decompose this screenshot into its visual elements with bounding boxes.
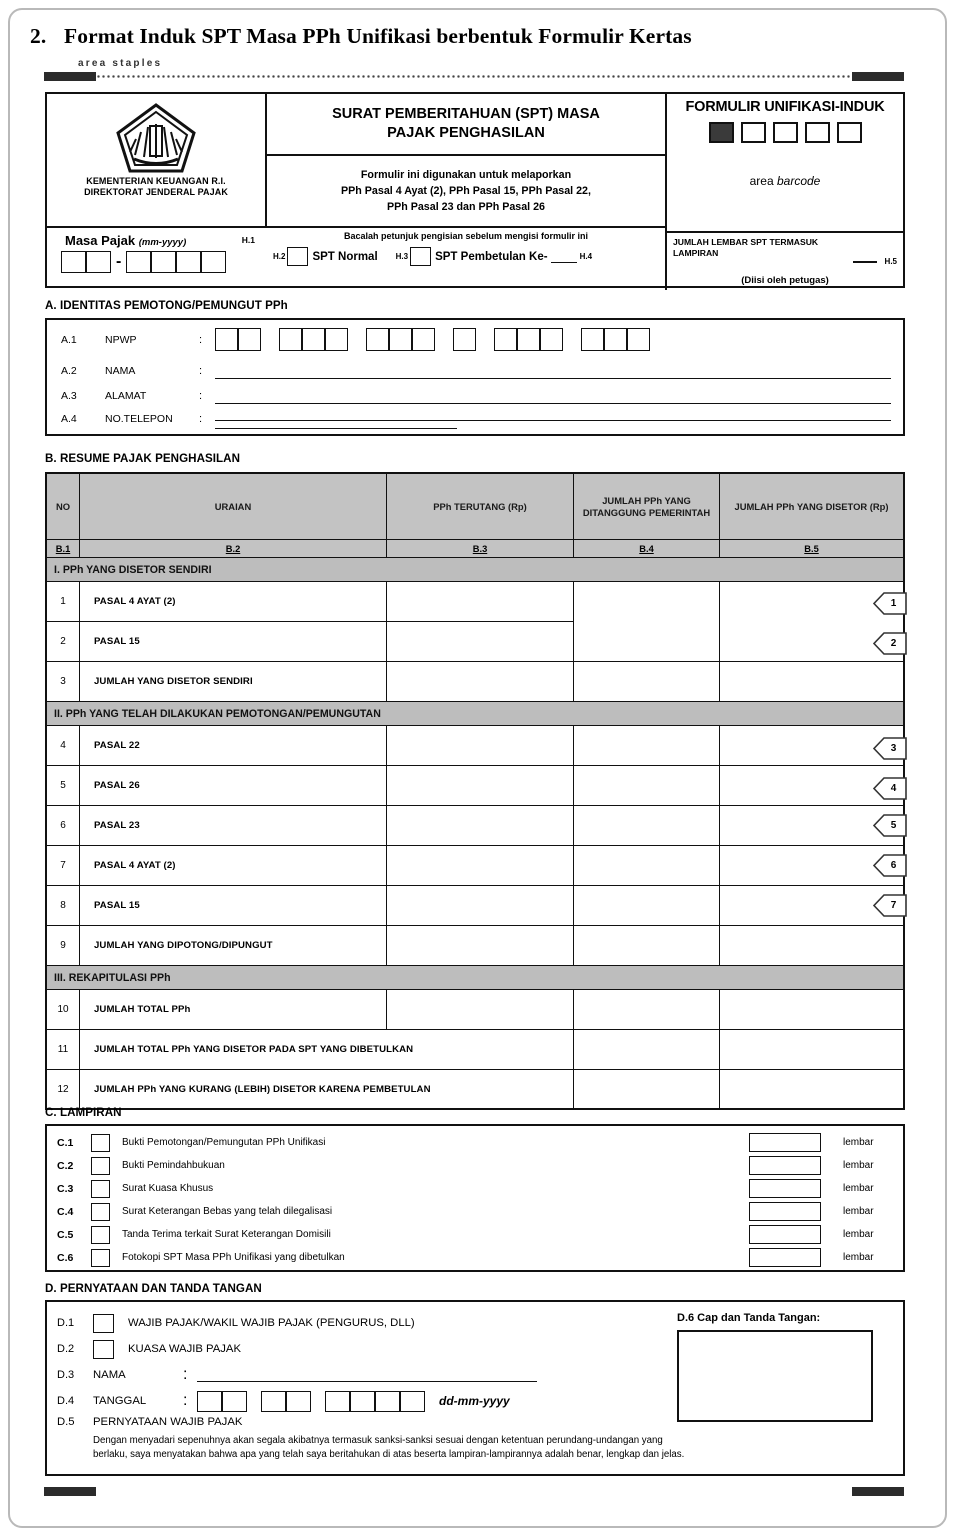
callout-marker <box>872 737 908 760</box>
date-month-cell[interactable] <box>286 1391 311 1412</box>
row-no: 3 <box>47 662 80 702</box>
npwp-cell[interactable] <box>604 328 627 351</box>
npwp-group-3[interactable] <box>366 328 435 351</box>
signer-wp-checkbox[interactable] <box>93 1314 114 1333</box>
attachment-row <box>47 1131 903 1154</box>
attachment-count-input[interactable] <box>749 1202 821 1221</box>
npwp-cell[interactable] <box>279 328 302 351</box>
barcode-area-prefix: area <box>749 174 777 188</box>
column-code-b5: B.5 <box>720 540 903 558</box>
field-telepon-label: NO.TELEPON <box>105 413 173 425</box>
column-header-ditanggung-pemerintah: JUMLAH PPh YANG DITANGGUNG PEMERINTAH <box>574 474 720 540</box>
row-no: 7 <box>47 846 80 886</box>
masa-pajak-month-cell[interactable] <box>61 251 86 273</box>
formulir-identity-area <box>667 99 903 233</box>
row-value-b4[interactable] <box>574 926 720 966</box>
usage-line2: PPh Pasal 4 Ayat (2), PPh Pasal 15, PPh Pasal 22, <box>341 185 591 197</box>
masa-pajak-input[interactable] <box>47 251 267 273</box>
npwp-cell[interactable] <box>215 328 238 351</box>
spt-type-row <box>267 247 665 266</box>
spt-normal-code: H.2 <box>273 252 286 261</box>
table-row <box>47 766 903 806</box>
section-d-heading: D. PERNYATAAN DAN TANDA TANGAN <box>45 1282 262 1295</box>
row-value-b4[interactable] <box>574 662 720 702</box>
row-no: 6 <box>47 806 80 846</box>
table-row <box>47 1070 903 1110</box>
field-alamat-code: A.3 <box>61 390 77 402</box>
row-value-b3[interactable] <box>387 886 574 926</box>
row-value-b4[interactable] <box>574 582 720 622</box>
row-desc: PASAL 4 AYAT (2) <box>80 846 387 886</box>
column-code-b1: B.1 <box>47 540 80 558</box>
formulir-code-box-filled[interactable] <box>709 122 734 143</box>
callout-number: 6 <box>890 860 897 871</box>
section-a-box <box>45 318 905 436</box>
row-value-b3[interactable] <box>387 990 574 1030</box>
registration-mark-bottom-left <box>44 1487 96 1496</box>
npwp-cell[interactable] <box>453 328 476 351</box>
attachment-checkbox[interactable] <box>91 1226 110 1244</box>
page-title-text: Format Induk SPT Masa PPh Unifikasi berbentuk Formulir Kertas <box>64 24 692 48</box>
attachment-unit: lembar <box>843 1206 874 1217</box>
column-header-pph-disetor: JUMLAH PPh YANG DISETOR (Rp) <box>720 474 903 540</box>
signer-wp-label: WAJIB PAJAK/WAKIL WAJIB PAJAK (PENGURUS, DLL) <box>128 1317 415 1329</box>
attachment-row <box>47 1223 903 1246</box>
attachment-row <box>47 1200 903 1223</box>
npwp-group-5[interactable] <box>494 328 563 351</box>
signer-name-colon: : <box>183 1366 188 1383</box>
masa-pajak-label-row <box>47 228 267 248</box>
signer-wp-code: D.1 <box>57 1317 75 1329</box>
spt-pembetulan-value-input[interactable] <box>551 251 577 263</box>
date-year-group[interactable] <box>325 1391 425 1412</box>
declaration-code: D.5 <box>57 1416 75 1428</box>
row-value-b4[interactable] <box>574 886 720 926</box>
attachment-code: C.2 <box>57 1159 74 1172</box>
row-no: 10 <box>47 990 80 1030</box>
form-usage-area <box>267 156 665 228</box>
formulir-code-boxes[interactable] <box>667 122 903 143</box>
spt-pembetulan-label: SPT Pembetulan Ke- <box>435 250 548 263</box>
attachment-code: C.5 <box>57 1228 74 1241</box>
signer-name-code: D.3 <box>57 1369 75 1381</box>
attachment-code: C.6 <box>57 1251 74 1264</box>
callout-number: 5 <box>890 820 897 831</box>
table-row <box>47 926 903 966</box>
row-value-b5[interactable] <box>720 990 903 1030</box>
callout-number: 7 <box>890 900 897 911</box>
section-b-heading: B. RESUME PAJAK PENGHASILAN <box>45 452 241 465</box>
callout-marker <box>872 777 908 800</box>
row-value-b3[interactable] <box>387 766 574 806</box>
row-no: 12 <box>47 1070 80 1110</box>
staples-area-label: area staples <box>78 58 163 69</box>
table-row <box>47 806 903 846</box>
table-row <box>47 582 903 622</box>
masa-pajak-label: Masa Pajak <box>65 233 136 248</box>
row-desc: PASAL 23 <box>80 806 387 846</box>
attachment-checkbox[interactable] <box>91 1203 110 1221</box>
masa-pajak-year-cell[interactable] <box>126 251 151 273</box>
row-desc: JUMLAH TOTAL PPh YANG DISETOR PADA SPT YANG DIBETULKAN <box>80 1030 574 1070</box>
form-title-block <box>267 94 667 290</box>
registration-mark-bottom-right <box>852 1487 904 1496</box>
attachment-row <box>47 1154 903 1177</box>
npwp-cell[interactable] <box>325 328 348 351</box>
npwp-group-4[interactable] <box>453 328 476 351</box>
page-title <box>30 24 920 49</box>
callout-marker <box>872 854 908 877</box>
attachment-row <box>47 1177 903 1200</box>
npwp-cell[interactable] <box>389 328 412 351</box>
npwp-cell[interactable] <box>366 328 389 351</box>
row-value-b4[interactable] <box>574 1030 720 1070</box>
field-nama-colon: : <box>199 365 203 377</box>
callout-marker <box>872 592 908 615</box>
signer-kuasa-code: D.2 <box>57 1343 75 1355</box>
table-row <box>47 662 903 702</box>
attachment-label: Tanda Terima terkait Surat Keterangan Domisili <box>122 1229 331 1240</box>
callout-marker <box>872 814 908 837</box>
field-npwp-code: A.1 <box>61 334 77 346</box>
formulir-title: FORMULIR UNIFIKASI-INDUK <box>685 99 885 115</box>
attachment-count-input[interactable] <box>749 1225 821 1244</box>
row-no: 5 <box>47 766 80 806</box>
npwp-cell[interactable] <box>517 328 540 351</box>
date-year-cell[interactable] <box>350 1391 375 1412</box>
table-row <box>47 846 903 886</box>
row-value-b5[interactable] <box>720 1030 903 1070</box>
row-desc: JUMLAH YANG DIPOTONG/DIPUNGUT <box>80 926 387 966</box>
spt-normal-checkbox[interactable] <box>287 247 308 266</box>
row-value-b3[interactable] <box>387 622 574 662</box>
attachment-checkbox[interactable] <box>91 1157 110 1175</box>
masa-pajak-year-group[interactable] <box>126 251 226 273</box>
group-band-ii: II. PPh YANG TELAH DILAKUKAN PEMOTONGAN/PEMUNGUTAN <box>47 702 903 726</box>
ministry-name-line1: KEMENTERIAN KEUANGAN R.I. <box>86 176 226 186</box>
row-value-b5[interactable] <box>720 1070 903 1110</box>
formulir-code-box[interactable] <box>837 122 862 143</box>
spt-normal-label: SPT Normal <box>312 250 378 263</box>
djp-logo-icon <box>114 102 198 174</box>
row-desc: PASAL 22 <box>80 726 387 766</box>
masa-pajak-code: H.1 <box>241 235 255 245</box>
field-npwp-label: NPWP <box>105 334 137 346</box>
npwp-group-6[interactable] <box>581 328 650 351</box>
formulir-code-box[interactable] <box>741 122 766 143</box>
column-header-pph-terutang: PPh TERUTANG (Rp) <box>387 474 574 540</box>
masa-pajak-year-cell[interactable] <box>176 251 201 273</box>
masa-pajak-month-cell[interactable] <box>86 251 111 273</box>
row-no: 1 <box>47 582 80 622</box>
signer-name-label: NAMA <box>93 1369 126 1381</box>
callout-marker <box>872 894 908 917</box>
row-desc: PASAL 15 <box>80 886 387 926</box>
formulir-code-box[interactable] <box>773 122 798 143</box>
barcode-area-word: barcode <box>776 174 821 188</box>
form-header <box>45 92 905 288</box>
field-npwp-colon: : <box>199 334 203 346</box>
row-desc: JUMLAH TOTAL PPh <box>80 990 387 1030</box>
table-code-row <box>47 540 903 558</box>
callout-marker <box>872 632 908 655</box>
row-desc: PASAL 15 <box>80 622 387 662</box>
staples-dotted-line <box>96 75 852 78</box>
signer-date-label: TANGGAL <box>93 1395 147 1407</box>
page-title-number: 2. <box>30 24 47 48</box>
formulir-code-block <box>667 94 903 290</box>
declaration-label: PERNYATAAN WAJIB PAJAK <box>93 1416 243 1428</box>
section-d-box <box>45 1300 905 1476</box>
field-telepon-code: A.4 <box>61 413 77 425</box>
resume-table <box>45 472 905 1110</box>
signer-kuasa-checkbox[interactable] <box>93 1340 114 1359</box>
attachment-unit: lembar <box>843 1183 874 1194</box>
row-value-b5[interactable] <box>720 662 903 702</box>
callout-number: 4 <box>890 783 897 794</box>
row-value-b4[interactable] <box>574 622 720 662</box>
npwp-cell[interactable] <box>581 328 604 351</box>
row-desc: PASAL 4 AYAT (2) <box>80 582 387 622</box>
lembar-label-line2: LAMPIRAN <box>673 248 719 258</box>
field-nama-input[interactable] <box>215 378 891 379</box>
section-c-heading: C. LAMPIRAN <box>45 1106 122 1119</box>
signer-date-code: D.4 <box>57 1395 75 1407</box>
npwp-cell[interactable] <box>494 328 517 351</box>
barcode-area-label <box>667 174 903 188</box>
attachment-unit: lembar <box>843 1137 874 1148</box>
row-value-b3[interactable] <box>387 582 574 622</box>
table-row <box>47 726 903 766</box>
spt-type-area <box>267 228 665 288</box>
row-no: 2 <box>47 622 80 662</box>
date-day-cell[interactable] <box>222 1391 247 1412</box>
row-desc: PASAL 26 <box>80 766 387 806</box>
spt-pembetulan-value-code: H.4 <box>579 252 593 261</box>
row-value-b3[interactable] <box>387 662 574 702</box>
attachment-code: C.4 <box>57 1205 74 1218</box>
npwp-cell[interactable] <box>540 328 563 351</box>
usage-line3: PPh Pasal 23 dan PPh Pasal 26 <box>386 201 546 213</box>
attachment-label: Bukti Pemotongan/Pemungutan PPh Unifikasi <box>122 1137 326 1148</box>
row-value-b3[interactable] <box>387 726 574 766</box>
column-code-b2: B.2 <box>80 540 387 558</box>
signature-label: D.6 Cap dan Tanda Tangan: <box>677 1312 821 1324</box>
field-nama-label: NAMA <box>105 365 136 377</box>
table-row <box>47 1030 903 1070</box>
form-title-line1: SURAT PEMBERITAHUAN (SPT) MASA <box>332 106 600 122</box>
signature-block <box>677 1312 889 1422</box>
row-value-b4[interactable] <box>574 846 720 886</box>
lembar-input[interactable] <box>853 261 877 263</box>
attachment-code: C.1 <box>57 1136 74 1149</box>
column-header-no: NO <box>47 474 80 540</box>
field-nama-code: A.2 <box>61 365 77 377</box>
masa-pajak-format: (mm-yyyy) <box>138 237 187 248</box>
row-value-b3[interactable] <box>387 806 574 846</box>
masa-pajak-month-group[interactable] <box>61 251 111 273</box>
table-row <box>47 622 903 662</box>
ministry-name-line2: DIREKTORAT JENDERAL PAJAK <box>84 187 228 197</box>
npwp-cell[interactable] <box>627 328 650 351</box>
signature-input-box[interactable] <box>677 1330 873 1422</box>
form-title-area <box>267 94 665 156</box>
signer-date-colon: : <box>183 1392 188 1409</box>
form-title-line2: PAJAK PENGHASILAN <box>387 125 545 141</box>
attachment-count-input[interactable] <box>749 1179 821 1198</box>
table-header-row <box>47 474 903 540</box>
declaration-text-line1: Dengan menyadari sepenuhnya akan segala akibatnya termasuk sanksi-sanksi sesuai dengan ketentuan perundang-undangan yang <box>93 1435 663 1446</box>
masa-pajak-block <box>47 228 267 288</box>
attachment-unit: lembar <box>843 1160 874 1171</box>
row-no: 11 <box>47 1030 80 1070</box>
registration-mark-top-right <box>852 72 904 81</box>
table-row <box>47 886 903 926</box>
date-day-group[interactable] <box>197 1391 247 1412</box>
attachment-label: Surat Kuasa Khusus <box>122 1183 214 1194</box>
field-telepon-input[interactable] <box>215 428 457 429</box>
callout-number: 2 <box>890 638 897 649</box>
row-value-b5[interactable] <box>720 926 903 966</box>
attachment-count-input[interactable] <box>749 1248 821 1267</box>
column-code-b3: B.3 <box>387 540 574 558</box>
masa-pajak-dash: - <box>116 253 122 270</box>
row-value-b4[interactable] <box>574 766 720 806</box>
signer-kuasa-label: KUASA WAJIB PAJAK <box>128 1343 242 1355</box>
formulir-code-box[interactable] <box>805 122 830 143</box>
spt-pembetulan-code: H.3 <box>395 252 409 261</box>
field-alamat-colon: : <box>199 390 203 402</box>
attachment-label: Fotokopi SPT Masa PPh Unifikasi yang dibetulkan <box>122 1252 345 1263</box>
attachment-checkbox[interactable] <box>91 1180 110 1198</box>
column-header-uraian: URAIAN <box>80 474 387 540</box>
row-no: 4 <box>47 726 80 766</box>
date-format-hint: dd-mm-yyyy <box>439 1394 510 1408</box>
field-alamat-label: ALAMAT <box>105 390 147 402</box>
row-value-b4[interactable] <box>574 806 720 846</box>
signer-name-input[interactable] <box>197 1368 537 1382</box>
lembar-note: (Diisi oleh petugas) <box>741 275 829 286</box>
table-row <box>47 990 903 1030</box>
npwp-cell[interactable] <box>412 328 435 351</box>
section-c-box <box>45 1124 905 1272</box>
instruction-text: Bacalah petunjuk pengisian sebelum mengisi formulir ini <box>343 231 589 241</box>
npwp-cell[interactable] <box>238 328 261 351</box>
attachment-label: Bukti Pemindahbukuan <box>122 1160 225 1171</box>
field-telepon-colon: : <box>199 413 203 425</box>
usage-line1: Formulir ini digunakan untuk melaporkan <box>360 169 572 181</box>
attachment-checkbox[interactable] <box>91 1134 110 1152</box>
npwp-cell[interactable] <box>302 328 325 351</box>
date-month-group[interactable] <box>261 1391 311 1412</box>
lembar-code: H.5 <box>884 257 897 266</box>
npwp-group-1[interactable] <box>215 328 261 351</box>
date-day-cell[interactable] <box>197 1391 222 1412</box>
row-no: 9 <box>47 926 80 966</box>
group-band-iii: III. REKAPITULASI PPh <box>47 966 903 990</box>
attachment-count-input[interactable] <box>749 1133 821 1152</box>
date-year-cell[interactable] <box>400 1391 425 1412</box>
date-month-cell[interactable] <box>261 1391 286 1412</box>
attachment-unit: lembar <box>843 1252 874 1263</box>
lembar-count-area <box>667 233 903 293</box>
attachment-label: Surat Keterangan Bebas yang telah dilegalisasi <box>122 1206 333 1217</box>
column-code-b4: B.4 <box>574 540 720 558</box>
row-no: 8 <box>47 886 80 926</box>
date-year-cell[interactable] <box>375 1391 400 1412</box>
field-alamat-input-line2[interactable] <box>215 420 891 421</box>
callout-number: 1 <box>890 598 897 609</box>
row-value-b4[interactable] <box>574 990 720 1030</box>
row-value-b3[interactable] <box>387 846 574 886</box>
section-a-heading: A. IDENTITAS PEMOTONG/PEMUNGUT PPh <box>45 299 288 312</box>
row-desc: JUMLAH YANG DISETOR SENDIRI <box>80 662 387 702</box>
declaration-text-line2: berlaku, saya menyatakan bahwa apa yang telah saya beritahukan di atas beserta lampiran-lampirannya adalah benar, lengkap dan jelas. <box>93 1449 685 1460</box>
row-value-b4[interactable] <box>574 726 720 766</box>
row-value-b4[interactable] <box>574 1070 720 1110</box>
npwp-input[interactable] <box>215 328 668 351</box>
lembar-label-line1: JUMLAH LEMBAR SPT TERMASUK <box>673 237 819 247</box>
date-year-cell[interactable] <box>325 1391 350 1412</box>
field-alamat-input-line1[interactable] <box>215 403 891 404</box>
row-value-b3[interactable] <box>387 926 574 966</box>
npwp-group-2[interactable] <box>279 328 348 351</box>
attachment-row <box>47 1246 903 1269</box>
ministry-block <box>47 94 267 228</box>
row-desc: JUMLAH PPh YANG KURANG (LEBIH) DISETOR KARENA PEMBETULAN <box>80 1070 574 1110</box>
attachment-unit: lembar <box>843 1229 874 1240</box>
callout-number: 3 <box>890 743 897 754</box>
registration-mark-top-left <box>44 72 96 81</box>
attachment-checkbox[interactable] <box>91 1249 110 1267</box>
masa-pajak-year-cell[interactable] <box>201 251 226 273</box>
attachment-count-input[interactable] <box>749 1156 821 1175</box>
group-band-i: I. PPh YANG DISETOR SENDIRI <box>47 558 903 582</box>
spt-pembetulan-checkbox[interactable] <box>410 247 431 266</box>
attachment-code: C.3 <box>57 1182 74 1195</box>
masa-pajak-year-cell[interactable] <box>151 251 176 273</box>
